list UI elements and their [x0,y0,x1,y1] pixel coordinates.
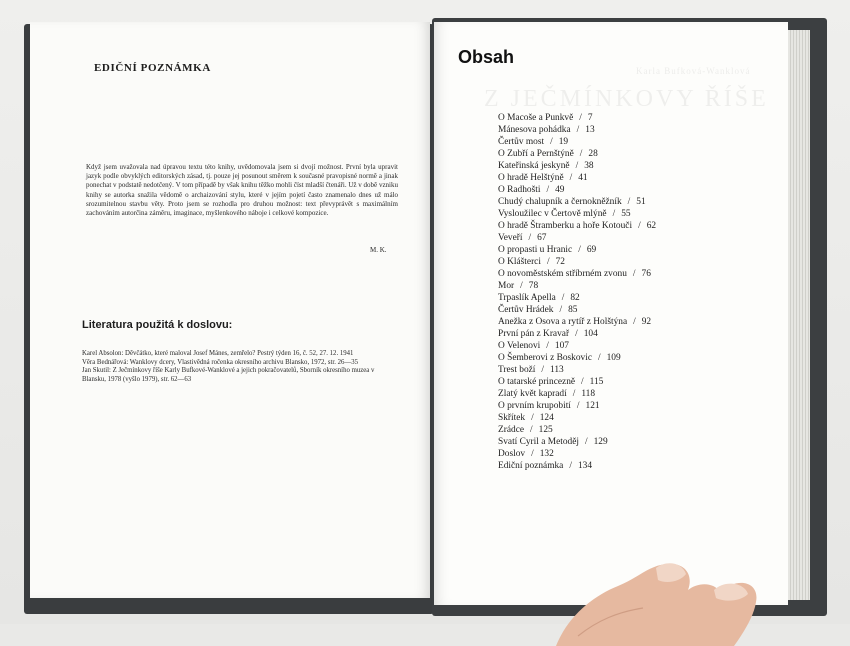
toc-separator: / [581,377,584,387]
toc-entry [498,292,656,304]
toc-separator: / [612,209,616,219]
toc-entry [498,172,656,184]
literature-entry: Jan Skutil: Z Ječmínkovy říše Karly Bufkové-Wanklové a jejich pokračovatelů, Sborník okresního muzea v Blansku, 1978 (vyšlo 1979), str. 62—63 [82,367,375,383]
toc-separator: / [569,461,572,471]
toc-entry-page: 121 [585,401,600,411]
toc-entry-title: Ediční poznámka [498,461,564,471]
toc-entry [498,316,656,328]
toc-entry-page: 104 [583,329,598,339]
toc-entry-page: 125 [538,425,553,435]
page-edges [788,30,810,600]
toc-entry [498,340,656,352]
toc-separator: / [579,149,583,159]
toc-separator: / [633,317,636,327]
toc-separator: / [546,341,549,351]
toc-entry-page: 92 [641,317,652,327]
toc-entry-page: 55 [621,209,631,219]
hand-thumb [548,556,788,646]
toc-separator: / [531,449,534,459]
toc-entry-title: Svatí Cyril a Metoděj [498,437,579,447]
toc-entry-page: 78 [528,281,539,291]
toc-entry-title: O Radhošti [498,185,541,195]
toc-entry [498,208,656,220]
toc-entry-page: 118 [581,389,596,399]
edition-note-signature: M. K. [370,246,387,254]
toc-separator: / [598,353,601,363]
toc-entry-page: 51 [636,197,646,207]
toc-entry [498,220,656,232]
toc-entry-page: 85 [568,305,578,315]
toc-entry [498,424,656,436]
toc-entry-page: 41 [578,173,588,183]
toc-entry-page: 13 [585,125,595,135]
toc-entry [498,112,656,124]
toc-separator: / [575,329,578,339]
toc-entry [498,232,656,244]
toc-entry-title: O novoměstském stříbrném zvonu [498,269,627,279]
toc-entry-title: První pán z Kravař [498,329,570,339]
toc-entry-title: Trest boží [498,365,536,375]
toc-separator: / [546,185,550,195]
toc-entry-title: Zlatý květ kapradí [498,389,567,399]
toc-entry-page: 113 [550,365,564,375]
literature-list [82,350,400,384]
toc-entry-page: 49 [555,185,565,195]
toc-entry [498,280,656,292]
toc-separator: / [569,173,573,183]
toc-entry-page: 115 [589,377,604,387]
toc-entry-page: 132 [539,449,554,459]
toc-separator: / [531,413,534,423]
toc-entry [498,400,656,412]
toc-entry-title: Kateřinská jeskyně [498,161,570,171]
toc-entry-page: 69 [586,245,597,255]
toc-entry-title: Mánesova pohádka [498,125,571,135]
toc-entry [498,328,656,340]
toc-entry [498,268,656,280]
edition-note-heading: EDIČNÍ POZNÁMKA [94,62,211,74]
toc-separator: / [627,197,631,207]
toc-entry-page: 62 [646,221,657,231]
toc-separator: / [578,245,581,255]
toc-entry-title: O propasti u Hranic [498,245,573,255]
toc-separator: / [528,233,532,243]
toc-separator: / [559,305,563,315]
toc-entry-title: Zrádce [498,425,525,435]
toc-entry-title: O prvním krupobití [498,401,571,411]
toc-separator: / [579,113,582,123]
toc-entry [498,160,656,172]
toc-entry-page: 28 [588,149,598,159]
toc-entry-page: 19 [558,137,569,147]
toc-entry-title: O hradě Helštýně [498,173,564,183]
toc-separator: / [632,269,636,279]
toc-entry [498,448,656,460]
toc-entry-title: Veveří [498,233,523,243]
toc-separator: / [546,257,550,267]
toc-entry [498,136,656,148]
toc-separator: / [520,281,523,291]
toc-entry [498,388,656,400]
toc-entry [498,436,656,448]
toc-separator: / [575,161,579,171]
edition-note-text: Když jsem uvažovala nad úpravou textu této knihy, uvědomovala jsem si dvojí možnost. První byla upravit jazyk podle obvyklých editorských zásad, tj. pouze jej posunout směrem k současné pravopisné normě a jinak ponechat v podstatě nedotčený. V tom případě by však knihu těžko mohli číst mladší čtenáři. Už v době vzniku knihy se autorka snažila vědomě o archaizování stylu, které v jejím pojetí často znamenalo dnes už málo srozumitelnou stavbu věty. Proto jsem se rozhodla pro druhou možnost: text převyprávět s maximálním zachováním autorčina záměru, imaginace, myšlenkového náboje i celkové kompozice. [86,163,398,218]
left-page [30,22,430,598]
toc-entry-page: 38 [584,161,594,171]
toc-entry-title: Čertův Hrádek [498,305,554,315]
toc-entry-title: O Velenovi [498,341,541,351]
toc-separator: / [576,401,580,411]
toc-entry-title: Skřítek [498,413,526,423]
literature-entry: Karel Absolon: Děvčátko, které maloval Josef Mánes, zemřelo? Pestrý týden 16, č. 52, 27. 12. 1941 [82,350,354,357]
toc-entry [498,244,656,256]
toc-entry-title: O hradě Štramberku a hoře Kotouči [498,221,633,231]
toc-entry-page: 107 [554,341,569,351]
toc-entry-title: Chudý chalupník a černokněžník [498,197,622,207]
toc-entry [498,412,656,424]
toc-entry-title: Trpaslík Apella [498,293,556,303]
toc-entry [498,256,656,268]
toc-separator: / [638,221,641,231]
toc-separator: / [561,293,565,303]
toc-entry [498,376,656,388]
toc-entry-page: 109 [606,353,621,363]
toc-entry-page: 76 [641,269,651,279]
toc-entry [498,352,656,364]
toc-entry-title: O Zubří a Pernštýně [498,149,574,159]
toc-entry-title: Vysloužilec v Čertově mlýně [498,209,607,219]
literature-heading: Literatura použitá k doslovu: [82,319,233,331]
toc-entry [498,460,656,472]
toc-entry-page: 67 [537,233,547,243]
toc-entry-page: 124 [539,413,554,423]
contents-title: Obsah [458,47,515,67]
toc-entry [498,196,656,208]
table-of-contents [498,112,656,472]
toc-separator: / [530,425,533,435]
toc-entry-title: O Klášterci [498,257,541,267]
toc-separator: / [576,125,580,135]
toc-entry [498,184,656,196]
toc-separator: / [572,389,576,399]
toc-entry [498,124,656,136]
toc-separator: / [541,365,545,375]
toc-entry-title: O Macoše a Punkvě [498,113,574,123]
literature-entry: Věra Bednářová: Wanklovy dcery, Vlastivědná ročenka okresního archivu Blansko, 1972, str. 26—35 [82,358,359,366]
toc-entry [498,364,656,376]
toc-entry-page: 7 [587,113,593,123]
toc-entry-title: Anežka z Osova a rytíř z Holštýna [498,317,628,327]
toc-entry-title: Mor [498,281,515,291]
toc-separator: / [584,437,588,447]
toc-entry-title: Čertův most [498,137,545,147]
toc-entry-title: O tatarské princezně [498,377,576,387]
toc-entry-page: 134 [577,461,593,471]
toc-entry-page: 129 [593,437,608,447]
toc-entry-page: 82 [570,293,580,303]
toc-entry-title: O Šemberovi z Boskovic [498,353,592,363]
toc-entry-page: 72 [555,257,565,267]
toc-entry [498,304,656,316]
toc-entry-title: Doslov [498,449,526,459]
toc-entry [498,148,656,160]
toc-separator: / [550,137,553,147]
